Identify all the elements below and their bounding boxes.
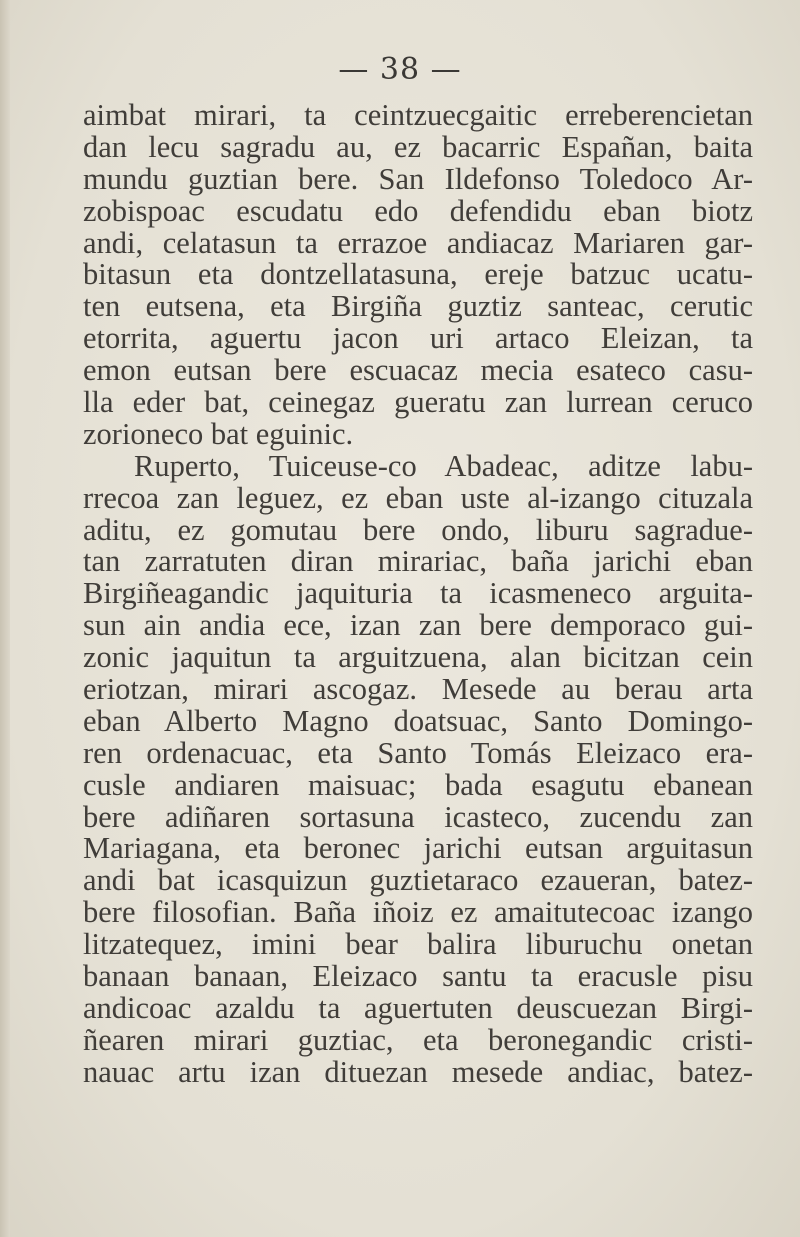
text-line: nauac artu izan dituezan mesede andiac, batez- bbox=[83, 1054, 753, 1089]
text-line: lla eder bat, ceinegaz gueratu zan lurrean ceruco bbox=[83, 385, 753, 420]
text-line: aimbat mirari, ta ceintzuecgaitic erreberencietan bbox=[83, 98, 753, 132]
text-line: cusle andiaren maisuac; bada esagutu ebanean bbox=[83, 767, 753, 802]
text-line: tan zarratuten diran mirariac, baña jarichi eban bbox=[83, 544, 753, 579]
text-line: bere filosofian. Baña iñoiz ez amaitutecoac izango bbox=[83, 895, 753, 930]
text-line: eban Alberto Magno doatsuac, Santo Domingo- bbox=[83, 703, 753, 738]
text-line: mundu guztian bere. San Ildefonso Toledoco Ar- bbox=[83, 161, 753, 196]
text-line: andi bat icasquizun guztietaraco ezaueran, batez- bbox=[83, 863, 753, 898]
body-text bbox=[83, 100, 753, 1089]
text-line: litzatequez, imini bear balira liburuchu onetan bbox=[83, 927, 753, 962]
text-line: banaan banaan, Eleizaco santu ta eracusle pisu bbox=[83, 959, 753, 994]
text-line: dan lecu sagradu au, ez bacarric Españan, baita bbox=[83, 129, 753, 164]
text-line: Birgiñeagandic jaquituria ta icasmeneco arguita- bbox=[83, 576, 753, 611]
text-line: zorioneco bat eguinic. bbox=[83, 416, 354, 451]
text-line: zobispoac escudatu edo defendidu eban biotz bbox=[83, 193, 753, 228]
text-line: Ruperto, Tuiceuse-co Abadeac, aditze labu- bbox=[134, 448, 753, 483]
text-line: sun ain andia ece, izan zan bere demporaco gui- bbox=[83, 608, 753, 643]
text-line: andicoac azaldu ta aguertuten deuscuezan Birgi- bbox=[83, 990, 753, 1025]
text-line: ten eutsena, eta Birgiña guztiz santeac, cerutic bbox=[83, 289, 753, 324]
text-line: ren ordenacuac, eta Santo Tomás Eleizaco era- bbox=[83, 735, 753, 770]
text-line: Mariagana, eta beronec jarichi eutsan arguitasun bbox=[83, 831, 753, 866]
page-number: — 38 — bbox=[338, 52, 462, 87]
text-line: aditu, ez gomutau bere ondo, liburu sagradue- bbox=[83, 512, 753, 547]
page-binding-edge bbox=[0, 0, 10, 1237]
text-line: andi, celatasun ta errazoe andiacaz Mariaren gar- bbox=[83, 225, 753, 260]
text-line: emon eutsan bere escuacaz mecia esateco casu- bbox=[83, 353, 753, 388]
text-line: bere adiñaren sortasuna icasteco, zucendu zan bbox=[83, 799, 753, 834]
text-line: eriotzan, mirari ascogaz. Mesede au berau arta bbox=[83, 672, 753, 707]
text-line: zonic jaquitun ta arguitzuena, alan bicitzan cein bbox=[83, 640, 753, 675]
text-line: rrecoa zan leguez, ez eban uste al-izango cituzala bbox=[83, 480, 753, 515]
text-line: bitasun eta dontzellatasuna, ereje batzuc ucatu- bbox=[83, 257, 753, 292]
text-line: etorrita, aguertu jacon uri artaco Eleizan, ta bbox=[83, 321, 753, 356]
text-line: ñearen mirari guztiac, eta beronegandic cristi- bbox=[83, 1022, 753, 1057]
